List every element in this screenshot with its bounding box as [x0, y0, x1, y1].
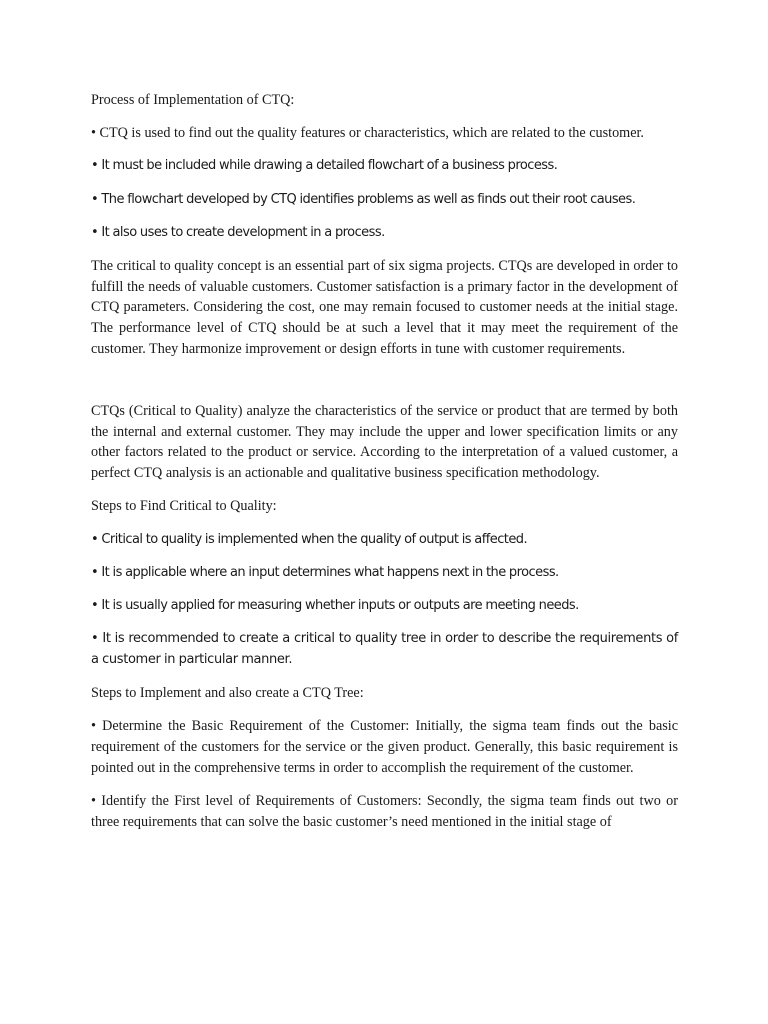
section-heading-steps-find-ctq: Steps to Find Critical to Quality: — [91, 498, 277, 515]
section-heading-implement-ctq-tree: Steps to Implement and also create a CTQ Tree: — [91, 685, 364, 702]
paragraph-ctqs-analyze: CTQs (Critical to Quality) analyze the characteristics of the service or product that are termed by both the internal and external customer. They may include the upper and lower specification limits or any other factors related to the product or service. According to the interpretation of a valued customer, a perfect CTQ analysis is an actionable and qualitative business specification methodology. — [91, 403, 678, 482]
bullet-detailed-flowchart: • It must be included while drawing a detailed flowchart of a business process. — [91, 158, 558, 174]
bullet-ctq-tree-recommended: • It is recommended to create a critical to quality tree in order to describe the requirements of a customer in particular manner. — [91, 631, 678, 667]
section-gap — [91, 372, 678, 401]
bullet-basic-requirement: • Determine the Basic Requirement of the Customer: Initially, the sigma team finds out the basic requirement of the customers for the service or the given product. Generally, this basic requirement is pointed out in the comprehensive terms in order to accomplish the requirement of the customer. — [91, 718, 678, 776]
document-page — [91, 90, 678, 845]
bullet-input-determines: • It is applicable where an input determines what happens next in the process. — [91, 564, 559, 580]
bullet-flowchart-root-causes: • The flowchart developed by CTQ identifies problems as well as finds out their root causes. — [91, 191, 636, 207]
bullet-ctq-quality-features: • CTQ is used to find out the quality features or characteristics, which are related to the customer. — [91, 125, 644, 142]
bullet-quality-output-affected: • Critical to quality is implemented when the quality of output is affected. — [91, 531, 528, 547]
section-heading-ctq-implementation: Process of Implementation of CTQ: — [91, 92, 295, 108]
paragraph-critical-to-quality-concept: The critical to quality concept is an essential part of six sigma projects. CTQs are developed in order to fulfill the needs of valuable customers. Customer satisfaction is a primary factor in the development of CTQ parameters. Considering the cost, one may remain focused to customer needs at the initial stage. The performance level of CTQ should be at such a level that it may meet the requirement of the customer. They harmonize improvement or design efforts in tune with customer requirements. — [91, 258, 678, 357]
bullet-first-level-requirements: • Identify the First level of Requirements of Customers: Secondly, the sigma team finds out two or three requirements that can solve the basic customer’s need mentioned in the initial stage of — [91, 792, 678, 830]
bullet-create-development: • It also uses to create development in a process. — [91, 224, 385, 240]
bullet-measuring-inputs-outputs: • It is usually applied for measuring whether inputs or outputs are meeting needs. — [91, 597, 579, 613]
